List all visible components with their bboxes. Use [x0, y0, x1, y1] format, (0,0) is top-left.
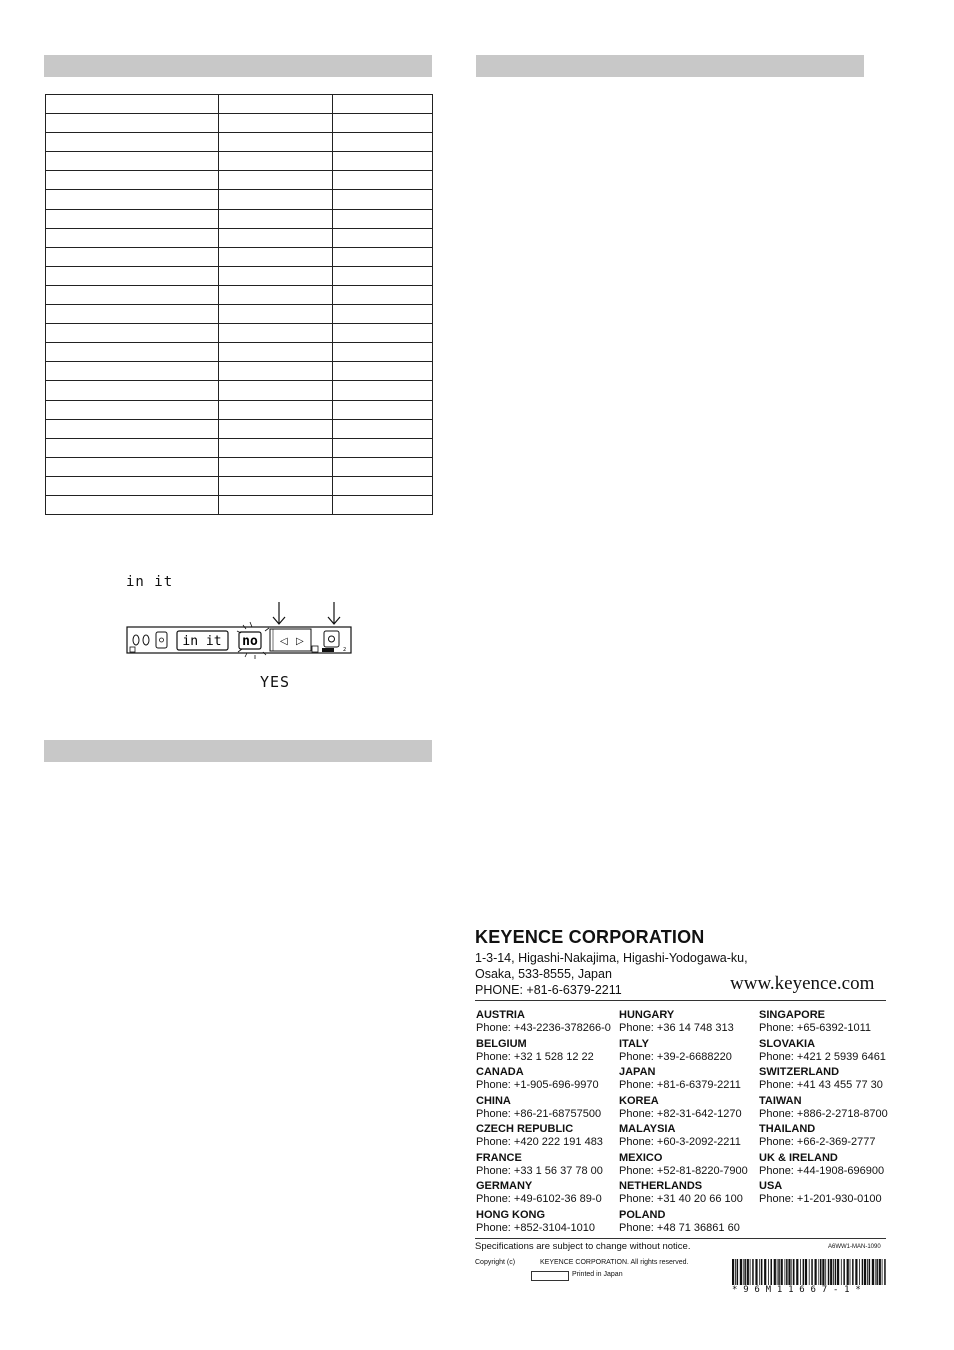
office-phone: Phone: +81-6-6379-2211 [619, 1079, 741, 1091]
svg-text:2: 2 [343, 647, 347, 653]
table-cell [219, 457, 333, 476]
divider [475, 1000, 886, 1001]
office-entry [759, 1038, 886, 1064]
settings-table [45, 94, 433, 515]
office-entry [619, 1038, 732, 1064]
table-cell [219, 305, 333, 324]
office-country: JAPAN [619, 1066, 656, 1078]
table-cell [333, 495, 433, 514]
office-phone: Phone: +1-201-930-0100 [759, 1193, 882, 1205]
table-row [46, 362, 433, 381]
table-cell [219, 133, 333, 152]
main-display-text: in it [182, 634, 222, 649]
phone-line: PHONE: +81-6-6379-2211 [475, 983, 622, 997]
office-entry [476, 1152, 603, 1178]
divider [475, 1238, 886, 1239]
table-row [46, 343, 433, 362]
table-cell [46, 114, 219, 133]
table-cell [46, 247, 219, 266]
office-entry [619, 1209, 740, 1235]
table-cell [46, 152, 219, 171]
office-phone: Phone: +60-3-2092-2211 [619, 1136, 741, 1148]
table-cell [333, 343, 433, 362]
table-cell [333, 171, 433, 190]
table-cell [46, 362, 219, 381]
office-entry [619, 1123, 741, 1149]
table-cell [46, 419, 219, 438]
office-country: SWITZERLAND [759, 1066, 840, 1078]
table-cell [333, 95, 433, 114]
office-country: UK & IRELAND [759, 1151, 838, 1164]
table-row [46, 400, 433, 419]
table-cell [333, 438, 433, 457]
table-cell [219, 285, 333, 304]
office-entry [476, 1009, 611, 1035]
table-cell [46, 228, 219, 247]
table-cell [333, 285, 433, 304]
office-country: BELGIUM [476, 1037, 527, 1050]
office-country: CHINA [476, 1094, 511, 1107]
table-cell [46, 266, 219, 285]
office-country: CANADA [476, 1066, 524, 1078]
office-country: FRANCE [476, 1151, 522, 1164]
office-phone: Phone: +52-81-8220-7900 [619, 1164, 748, 1177]
table-cell [219, 419, 333, 438]
down-arrow-icon [328, 602, 340, 624]
office-entry [476, 1123, 603, 1149]
office-country: MEXICO [619, 1151, 663, 1164]
table-cell [219, 476, 333, 495]
table-row [46, 476, 433, 495]
table-row [46, 438, 433, 457]
address-line: Osaka, 533-8555, Japan [475, 967, 612, 981]
table-cell [46, 495, 219, 514]
table-cell [46, 400, 219, 419]
office-entry [476, 1038, 594, 1064]
table-cell [219, 438, 333, 457]
table-cell [333, 247, 433, 266]
office-country: SLOVAKIA [759, 1037, 816, 1050]
table-cell [219, 324, 333, 343]
company-name: KEYENCE CORPORATION [475, 927, 705, 947]
table-cell [219, 114, 333, 133]
table-cell [46, 381, 219, 400]
table-row [46, 457, 433, 476]
table-row [46, 228, 433, 247]
office-phone: Phone: +49-6102-36 89-0 [476, 1193, 602, 1205]
office-country: THAILAND [759, 1123, 816, 1135]
table-cell [333, 266, 433, 285]
office-entry [759, 1009, 871, 1035]
office-entry [619, 1066, 741, 1092]
table-cell [333, 362, 433, 381]
table-row [46, 266, 433, 285]
office-phone: Phone: +82-31-642-1270 [619, 1107, 742, 1120]
table-cell [333, 152, 433, 171]
section-header-bar [44, 55, 432, 77]
table-cell [219, 190, 333, 209]
office-phone: Phone: +43-2236-378266-0 [476, 1022, 611, 1034]
table-row [46, 324, 433, 343]
address-line: 1-3-14, Higashi-Nakajima, Higashi-Yodogawa-ku, [475, 951, 748, 965]
office-country: KOREA [619, 1094, 659, 1107]
office-country: USA [759, 1180, 783, 1192]
table-cell [46, 305, 219, 324]
down-arrow-icon [273, 602, 285, 624]
table-cell [219, 381, 333, 400]
table-cell [46, 190, 219, 209]
office-entry [759, 1123, 876, 1149]
office-country: NETHERLANDS [619, 1180, 703, 1192]
table-row [46, 133, 433, 152]
table-cell [333, 476, 433, 495]
table-cell [219, 152, 333, 171]
table-cell [46, 476, 219, 495]
office-phone: Phone: +86-21-68757500 [476, 1107, 602, 1120]
section-header-bar [476, 55, 864, 77]
table-row [46, 171, 433, 190]
table-cell [333, 209, 433, 228]
value-display-text: no [242, 634, 258, 649]
table-row [46, 209, 433, 228]
office-phone: Phone: +33 1 56 37 78 00 [476, 1164, 603, 1177]
office-entry [476, 1209, 595, 1235]
office-country: HUNGARY [619, 1009, 675, 1021]
office-entry [759, 1180, 882, 1206]
table-cell [219, 209, 333, 228]
table-cell [333, 228, 433, 247]
office-entry [619, 1095, 742, 1121]
table-cell [333, 114, 433, 133]
office-phone: Phone: +420 222 191 483 [476, 1136, 603, 1148]
office-country: ITALY [619, 1037, 649, 1050]
office-phone: Phone: +31 40 20 66 100 [619, 1193, 743, 1205]
office-phone: Phone: +1-905-696-9970 [476, 1079, 599, 1091]
office-country: CZECH REPUBLIC [476, 1123, 574, 1135]
table-cell [219, 400, 333, 419]
office-entry [619, 1180, 743, 1206]
table-row [46, 419, 433, 438]
website-link[interactable]: www.keyence.com [730, 973, 875, 994]
yes-display-label: YES [260, 673, 291, 691]
table-cell [46, 324, 219, 343]
office-phone: Phone: +886-2-2718-8700 [759, 1107, 888, 1120]
table-cell [46, 209, 219, 228]
section-header-bar [44, 740, 432, 762]
table-cell [46, 95, 219, 114]
table-cell [46, 457, 219, 476]
office-country: POLAND [619, 1208, 666, 1221]
table-row [46, 95, 433, 114]
barcode-text: *96M11667-1* [732, 1285, 867, 1295]
office-country: HONG KONG [476, 1208, 546, 1221]
table-cell [219, 95, 333, 114]
office-phone: Phone: +39-2-6688220 [619, 1050, 732, 1063]
office-country: SINGAPORE [759, 1009, 826, 1021]
office-country: GERMANY [476, 1180, 533, 1192]
init-display-label: in it [126, 574, 174, 590]
office-phone: Phone: +36 14 748 313 [619, 1022, 734, 1034]
document-code: A6WW1-MAN-1090 [828, 1244, 881, 1250]
office-country: TAIWAN [759, 1094, 802, 1107]
office-phone: Phone: +65-6392-1011 [759, 1022, 872, 1034]
office-entry [476, 1095, 601, 1121]
table-cell [46, 343, 219, 362]
barcode-icon [732, 1259, 887, 1285]
table-cell [333, 381, 433, 400]
table-row [46, 152, 433, 171]
table-cell [46, 438, 219, 457]
office-phone: Phone: +66-2-369-2777 [759, 1136, 876, 1148]
table-cell [219, 228, 333, 247]
copyright-label: Copyright (c) [475, 1259, 516, 1266]
copyright-text: KEYENCE CORPORATION. All rights reserved. [540, 1259, 689, 1266]
table-cell [219, 171, 333, 190]
table-row [46, 305, 433, 324]
table-cell [46, 133, 219, 152]
table-cell [46, 285, 219, 304]
table-cell [333, 400, 433, 419]
printed-in-label: Printed in Japan [572, 1271, 623, 1278]
office-entry [476, 1180, 602, 1206]
sensor-display-diagram [125, 598, 355, 660]
table-cell [333, 419, 433, 438]
office-phone: Phone: +44-1908-696900 [759, 1164, 885, 1177]
table-row [46, 114, 433, 133]
table-cell [333, 190, 433, 209]
table-row [46, 381, 433, 400]
office-entry [759, 1095, 888, 1121]
table-cell [333, 324, 433, 343]
table-cell [219, 247, 333, 266]
table-cell [219, 362, 333, 381]
table-row [46, 495, 433, 514]
table-cell [46, 171, 219, 190]
office-entry [619, 1152, 748, 1178]
table-cell [333, 133, 433, 152]
office-phone: Phone: +32 1 528 12 22 [476, 1050, 594, 1063]
office-phone: Phone: +421 2 5939 6461 [759, 1050, 886, 1063]
table-cell [219, 266, 333, 285]
right-arrow-icon: ▷ [296, 636, 304, 647]
office-entry [759, 1066, 883, 1092]
table-cell [333, 305, 433, 324]
specs-note: Specifications are subject to change without notice. [475, 1241, 691, 1252]
table-row [46, 247, 433, 266]
table-cell [333, 457, 433, 476]
left-arrow-icon: ◁ [280, 636, 288, 647]
office-phone: Phone: +41 43 455 77 30 [759, 1079, 883, 1091]
printed-box [531, 1271, 569, 1281]
table-row [46, 285, 433, 304]
office-phone: Phone: +48 71 36861 60 [619, 1221, 740, 1234]
table-cell [219, 495, 333, 514]
office-country: MALAYSIA [619, 1123, 676, 1135]
office-country: AUSTRIA [476, 1009, 525, 1021]
office-entry [619, 1009, 734, 1035]
office-entry [476, 1066, 599, 1092]
table-row [46, 190, 433, 209]
office-phone: Phone: +852-3104-1010 [476, 1221, 595, 1234]
office-entry [759, 1152, 884, 1178]
table-cell [219, 343, 333, 362]
